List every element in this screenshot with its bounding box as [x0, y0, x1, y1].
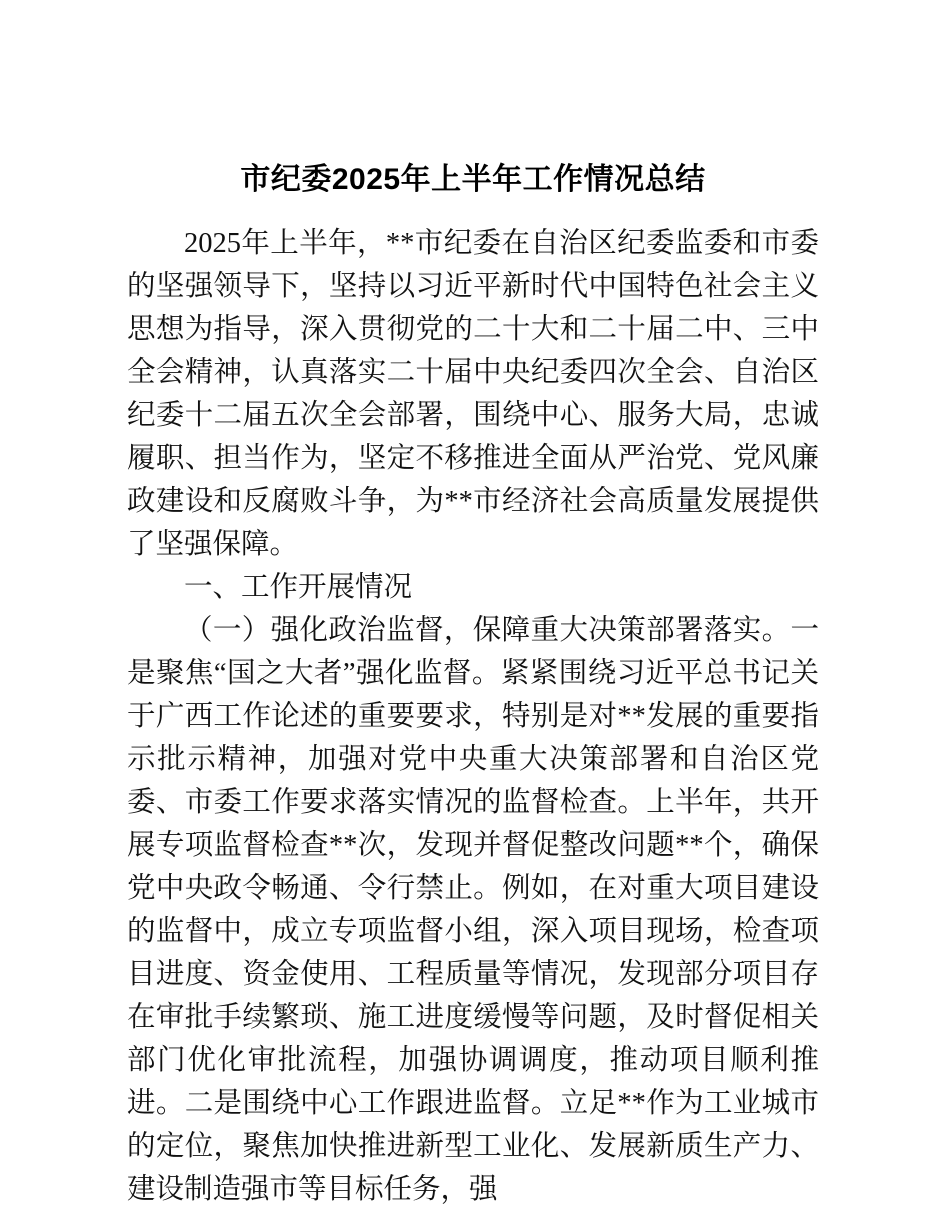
page-content: [127, 0, 819, 1211]
section-one-body-paragraph: （一）强化政治监督，保障重大决策部署落实。一是聚焦“国之大者”强化监督。紧紧围绕习近平总书记关于广西工作论述的重要要求，特别是对**发展的重要指示批示精神，加强对党中央重大决策部署和自治区党委、市委工作要求落实情况的监督检查。上半年，共开展专项监督检查**次，发现并督促整改问题**个，确保党中央政令畅通、令行禁止。例如，在对重大项目建设的监督中，成立专项监督小组，深入项目现场，检查项目进度、资金使用、工程质量等情况，发现部分项目存在审批手续繁琐、施工进度缓慢等问题，及时督促相关部门优化审批流程，加强协调调度，推动项目顺利推进。二是围绕中心工作跟进监督。立足**作为工业城市的定位，聚焦加快推进新型工业化、发展新质生产力、建设制造强市等目标任务，强: [127, 615, 819, 1205]
document-body: [127, 200, 819, 1211]
opening-paragraph: 2025年上半年，**市纪委在自治区纪委监委和市委的坚强领导下，坚持以习近平新时代中国特色社会主义思想为指导，深入贯彻党的二十大和二十届二中、三中全会精神，认真落实二十届中央纪委四次全会、自治区纪委十二届五次全会部署，围绕中心、服务大局，忠诚履职、担当作为，坚定不移推进全面从严治党、党风廉政建设和反腐败斗争，为**市经济社会高质量发展提供了坚强保障。: [127, 228, 819, 560]
document-title: 市纪委2025年上半年工作情况总结: [240, 163, 706, 196]
section-heading-level-1: 一、工作开展情况: [184, 572, 413, 603]
